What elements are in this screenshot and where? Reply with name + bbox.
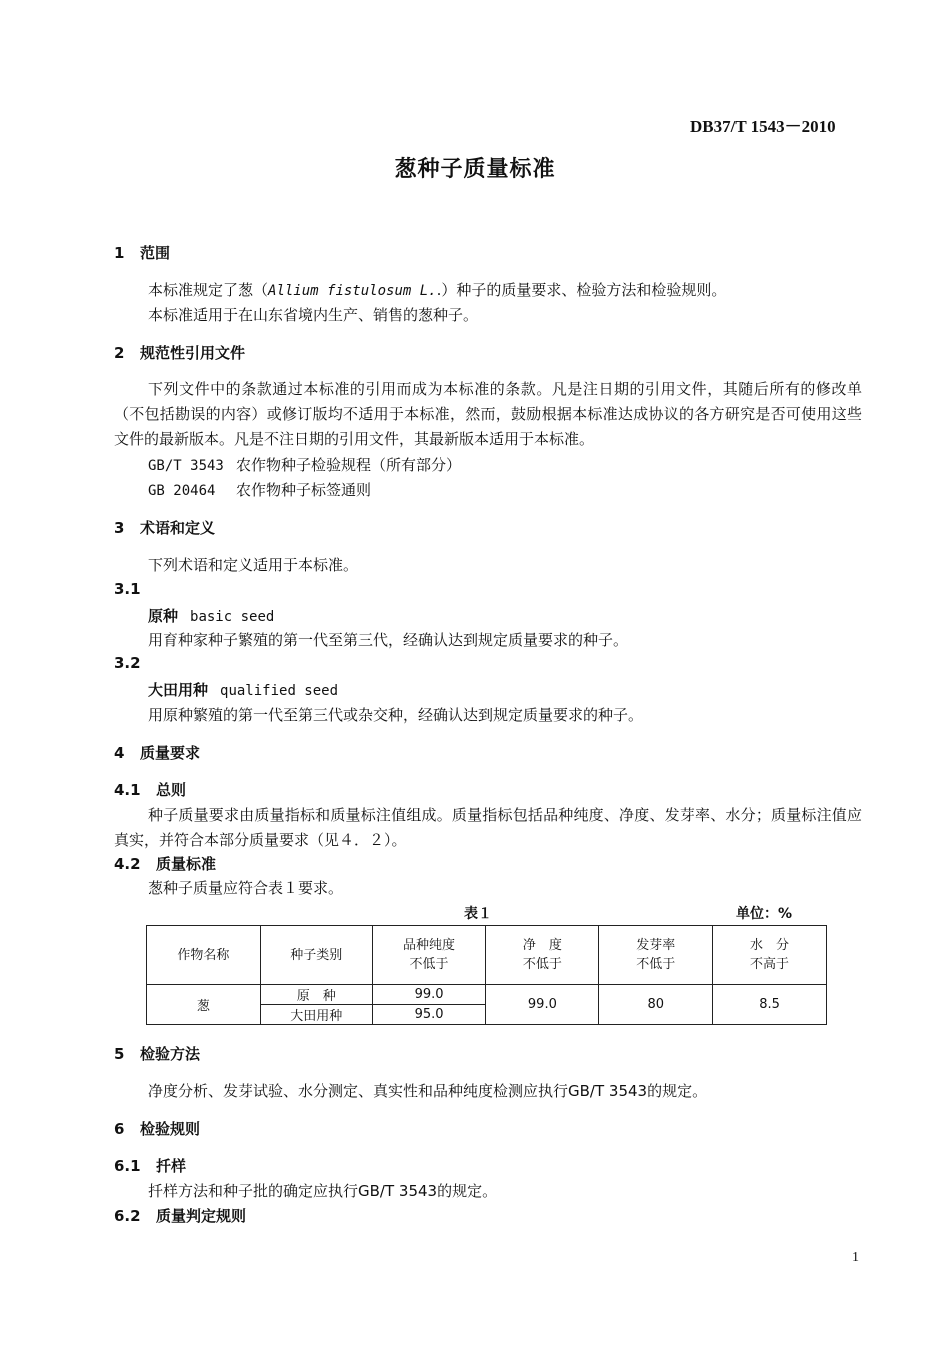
subsection-number: 4.1 [114,781,141,799]
table-header-row [147,926,827,985]
subsection-title: 扦样 [156,1157,187,1175]
cell-crop: 葱 [147,985,261,1025]
section-number: 2 [114,344,125,362]
table-caption: 表１ [464,906,492,922]
header-moisture [713,926,827,985]
cell-purity: 99.0 [372,985,486,1005]
header-germination [599,926,713,985]
header-crop: 作物名称 [147,926,261,985]
section-6-heading [114,1118,200,1139]
header-seed-type: 种子类别 [260,926,372,985]
standard-code: DB37/T 1543－2010 [690,117,836,136]
subsection-number: 6.2 [114,1207,141,1225]
section-1-para-1 [148,279,726,300]
subsection-4-2-heading [114,853,216,874]
term-number: 3.2 [114,654,141,672]
subsection-number: 6.1 [114,1157,141,1175]
ref-title: 农作物种子标签通则 [236,481,372,499]
term-en: basic seed [190,609,275,625]
ref-title: 农作物种子检验规程（所有部分） [236,456,462,474]
section-5-heading [114,1043,200,1064]
term-definition: 用育种家种子繁殖的第一代至第三代，经确认达到规定质量要求的种子。 [148,631,629,649]
section-number: 3 [114,519,125,537]
ref-code: GB/T 3543 [148,458,224,474]
section-title: 规范性引用文件 [140,344,246,362]
section-1-para-2: 本标准适用于在山东省境内生产、销售的葱种子。 [148,306,479,324]
subsection-6-1-para: 扦样方法和种子批的确定应执行GB/T 3543的规定。 [148,1182,498,1200]
section-title: 术语和定义 [140,519,216,537]
reference-item [148,454,461,475]
term-definition: 用原种繁殖的第一代至第三代或杂交种，经确认达到规定质量要求的种子。 [148,706,644,724]
text: 本标准规定了葱（ [148,281,269,299]
quality-table [146,925,827,1025]
term-en: qualified seed [220,683,339,699]
header-line: 水 分 [750,938,790,953]
reference-item [148,479,371,500]
section-2-para: 下列文件中的条款通过本标准的引用而成为本标准的条款。凡是注日期的引用文件，其随后所有的修改单（不包括勘误的内容）或修订版均不适用于本标准，然而，鼓励根据本标准达成协议的各方研究是否可使用这些文件的最新版本。凡是不注日期的引用文件，其最新版本适用于本标准。 [114,380,862,448]
section-number: 6 [114,1120,125,1138]
section-4-heading [114,742,200,763]
header-line: 不低于 [636,957,676,972]
table-row [147,985,827,1005]
subsection-6-2-heading [114,1205,246,1226]
table-unit: 单位：% [736,906,793,922]
header-line: 净 度 [522,938,562,953]
section-number: 1 [114,244,125,262]
section-2-heading [114,342,245,363]
section-title: 检验方法 [140,1045,201,1063]
header-cleanliness [486,926,599,985]
subsection-4-1-para: 种子质量要求由质量指标和质量标注值组成。质量指标包括品种纯度、净度、发芽率、水分；质量标注值应真实，并符合本部分质量要求（见４．２）。 [114,806,862,849]
subsection-title: 质量判定规则 [156,1207,247,1225]
header-line: 品种纯度 [403,938,456,953]
section-title: 质量要求 [140,744,201,762]
subsection-4-2-para: 葱种子质量应符合表１要求。 [148,879,344,897]
cell-moisture: 8.5 [713,985,827,1025]
section-number: 5 [114,1045,125,1063]
ref-code: GB 20464 [148,483,216,499]
subsection-6-1-heading [114,1155,186,1176]
term-zh: 原种 [148,607,179,625]
subsection-title: 总则 [156,781,187,799]
section-title: 范围 [140,244,171,262]
header-line: 不高于 [750,957,790,972]
header-line: 不低于 [409,957,449,972]
header-purity [372,926,486,985]
section-number: 4 [114,744,125,762]
subsection-4-1-heading [114,779,186,800]
latin-name: Allium fistulosum L. [268,283,437,299]
term-entry [148,679,338,700]
section-1-heading [114,242,170,263]
text: .）种子的质量要求、检验方法和检验规则。 [436,281,727,299]
cell-purity: 95.0 [372,1005,486,1025]
term-zh: 大田用种 [148,681,209,699]
section-3-intro: 下列术语和定义适用于本标准。 [148,556,359,574]
cell-cleanliness: 99.0 [486,985,599,1025]
header-line: 不低于 [522,957,562,972]
term-entry [148,605,274,626]
section-3-heading [114,517,215,538]
document-title: 葱种子质量标准 [394,157,556,182]
term-number: 3.1 [114,580,141,598]
cell-seed-type: 原 种 [260,985,372,1005]
cell-seed-type: 大田用种 [260,1005,372,1025]
cell-germination: 80 [599,985,713,1025]
section-title: 检验规则 [140,1120,201,1138]
section-5-para: 净度分析、发芽试验、水分测定、真实性和品种纯度检测应执行GB/T 3543的规定。 [148,1082,708,1100]
header-line: 发芽率 [636,938,676,953]
subsection-number: 4.2 [114,855,141,873]
page-number: 1 [852,1250,859,1265]
subsection-title: 质量标准 [156,855,217,873]
